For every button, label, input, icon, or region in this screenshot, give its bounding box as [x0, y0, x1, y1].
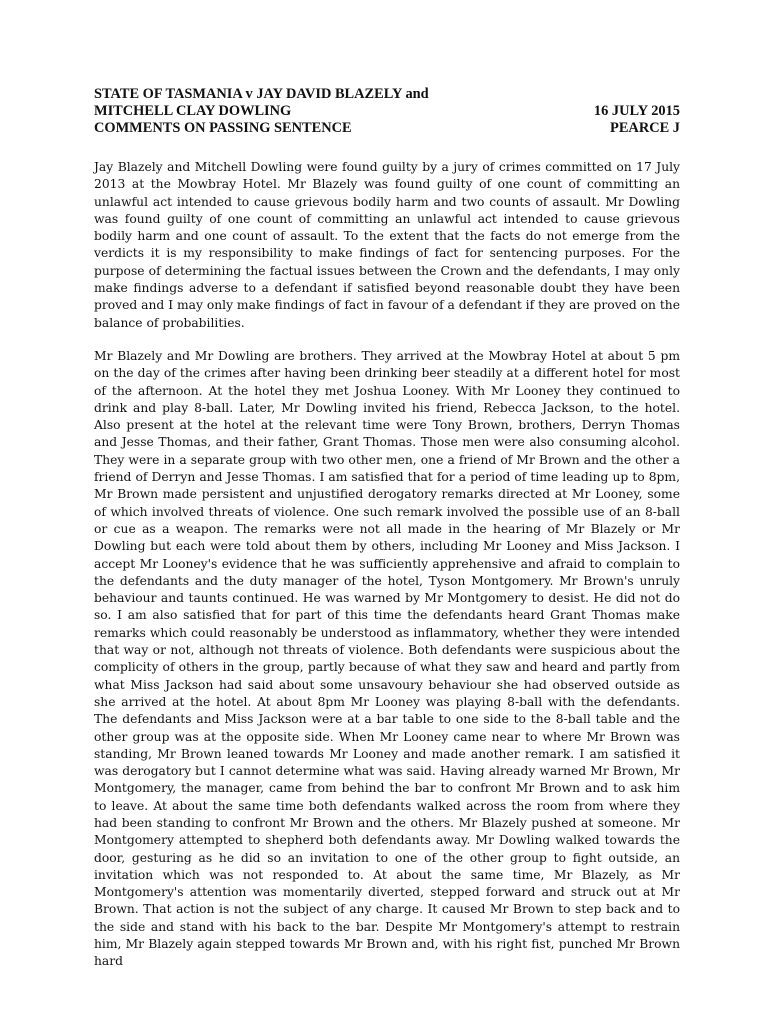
document-subtitle: COMMENTS ON PASSING SENTENCE: [94, 120, 352, 136]
document-body: [94, 159, 680, 971]
header-row-3: [94, 120, 680, 137]
case-title-line-1: STATE OF TASMANIA v JAY DAVID BLAZELY and: [94, 86, 429, 102]
sentence-date: 16 JULY 2015: [593, 103, 680, 119]
paragraph-2: Mr Blazely and Mr Dowling are brothers. They arrived at the Mowbray Hotel at about 5 pm on the day of the crimes after having been drinking beer steadily at a different hotel for most of the afternoon. At the hotel they met Joshua Looney. With Mr Looney they continued to drink and play 8-ball. Later, Mr Dowling invited his friend, Rebecca Jackson, to the hotel. Also present at the hotel at the relevant time were Tony Brown, brothers, Derryn Thomas and Jesse Thomas, and their father, Grant Thomas. Those men were also consuming alcohol. They were in a separate group with two other men, one a friend of Mr Brown and the other a friend of Derryn and Jesse Thomas. I am satisfied that for a period of time leading up to 8pm, Mr Brown made persistent and unjustified derogatory remarks directed at Mr Looney, some of which involved threats of violence. One such remark involved the possible use of an 8-ball or cue as a weapon. The remarks were not all made in the hearing of Mr Blazely or Mr Dowling but each were told about them by others, including Mr Looney and Miss Jackson. I accept Mr Looney's evidence that he was sufficiently apprehensive and afraid to complain to the defendants and the duty manager of the hotel, Tyson Montgomery. Mr Brown's unruly behaviour and taunts continued. He was warned by Mr Montgomery to desist. He did not do so. I am also satisfied that for part of this time the defendants heard Grant Thomas make remarks which could reasonably be understood as inflammatory, whether they were intended that way or not, although not threats of violence. Both defendants were suspicious about the complicity of others in the group, partly because of what they saw and heard and partly from what Miss Jackson had said about some unsavoury behaviour she had observed outside as she arrived at the hotel. At about 8pm Mr Looney was playing 8-ball with the defendants. The defendants and Miss Jackson were at a bar table to one side to the 8-ball table and the other group was at the opposite side. When Mr Looney came near to where Mr Brown was standing, Mr Brown leaned towards Mr Looney and made another remark. I am satisfied it was derogatory but I cannot determine what was said. Having already warned Mr Brown, Mr Montgomery, the manager, came from behind the bar to confront Mr Brown and to ask him to leave. At about the same time both defendants walked across the room from where they had been standing to confront Mr Brown and the others. Mr Blazely pushed at someone. Mr Montgomery attempted to shepherd both defendants away. Mr Dowling walked towards the door, gesturing as he did so an invitation to one of the other group to fight outside, an invitation which was not responded to. At about the same time, Mr Blazely, as Mr Montgomery's attention was momentarily diverted, stepped forward and struck out at Mr Brown. That action is not the subject of any charge. It caused Mr Brown to step back and to the side and stand with his back to the bar. Despite Mr Montgomery's attempt to restrain him, Mr Blazely again stepped towards Mr Brown and, with his right fist, punched Mr Brown hard: [94, 348, 680, 969]
header-row-1: [94, 86, 680, 103]
judge-name: PEARCE J: [610, 120, 680, 136]
header-row-2: [94, 103, 680, 120]
paragraph-1: Jay Blazely and Mitchell Dowling were found guilty by a jury of crimes committed on 17 July 2013 at the Mowbray Hotel. Mr Blazely was found guilty of one count of committing an unlawful act intended to cause grievous bodily harm and two counts of assault. Mr Dowling was found guilty of one count of committing an unlawful act intended to cause grievous bodily harm and one count of assault. To the extent that the facts do not emerge from the verdicts it is my responsibility to make findings of fact for sentencing purposes. For the purpose of determining the factual issues between the Crown and the defendants, I may only make findings adverse to a defendant if satisfied beyond reasonable doubt they have been proved and I may only make findings of fact in favour of a defendant if they are proved on the balance of probabilities.: [94, 160, 680, 330]
document-page: [94, 86, 680, 987]
document-header: [94, 86, 680, 137]
case-title-line-2: MITCHELL CLAY DOWLING: [94, 103, 292, 119]
